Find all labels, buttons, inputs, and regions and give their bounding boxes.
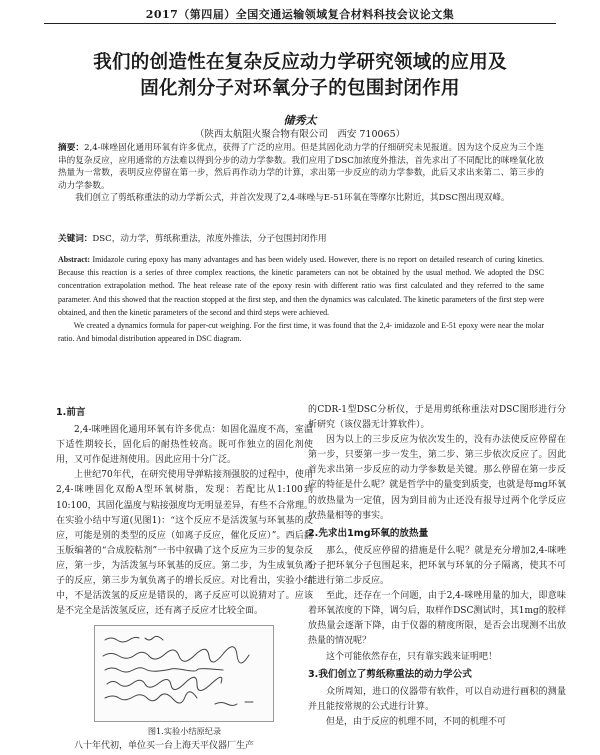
abstract-en-text2: We created a dynamics formula for paper-cut weighing. For the first time, it was found that the 2,4- imidazole and E-51 epoxy were near the molar ratio. And bimodal distribution appeared in DSC diagram. [58, 321, 544, 344]
section-heading-1: 1.前言 [56, 407, 86, 418]
paragraph: 众所周知，进口的仪器带有软件，可以自动进行画积的测量并且能按常规的公式进行计算。 [308, 686, 566, 712]
section-heading-2: 2.先求出1mg环氧的放热量 [308, 527, 429, 539]
keywords-cn [58, 232, 544, 244]
abstract-en-label: Abstract: [58, 255, 90, 264]
author-name: 储秀太 [283, 114, 317, 127]
figure-1-handwritten-note [94, 625, 274, 722]
section-heading-3: 3.我们创立了剪纸称重法的动力学公式 [308, 668, 472, 680]
running-header: 2017（第四届）全国交通运输领域复合材料科技会议论文集 [145, 8, 455, 21]
paragraph: 但是，由于反应的机理不同，不同的机理不可 [326, 716, 507, 727]
paragraph: 因为以上的三步反应为依次发生的，没有办法使反应停留在第一步，只要第一步一发生，第二步、第三步依次反应了。因此首先求出第一步反应的动力学参数是关键。那么停留在第一步反应的特征是什么呢？就是哲学中的量变到质变，也就是每mg环氧的放热量为一定值，因为到目前为止还没有报导过两个化学反应放热量相等的事实。 [308, 435, 566, 521]
body-column-right [308, 403, 566, 730]
keywords-cn-label: 关键词： [58, 234, 93, 244]
paragraph: 至此，还存在一个问题，由于2,4-咪唑用量的加大，即意味着环氧浓度的下降，调匀后，取样作DSC测试时，其1mg的胶样放热量会逐渐下降，由于仪器的精度所限，是否会出现测不出放热量的情况呢？ [308, 591, 566, 647]
paragraph: 这个可能依然存在，只有靠实践来证明吧！ [326, 651, 498, 662]
abstract-cn-text2: 我们创立了剪纸称重法的动力学新公式，并首次发现了2,4-咪唑与E-51环氧在等摩尔比附近，其DSC图出现双峰。 [75, 193, 510, 204]
paragraph: 的CDR-1型DSC分析仪，于是用剪纸称重法对DSC图形进行分析研究（该仪器无计算软件）。 [308, 405, 566, 431]
paragraph: 上世纪70年代，在研究使用导弹粘接剂强胶的过程中，使用2,4-咪唑固化双酚A型环氧树脂，发现：若配比从1:100到10:100，其固化温度与粘接强度均无明显差异，有些不合常理。在实验小结中写道(见图1)：“这个反应不是活泼氢与环氧基的反应，可能是别的类型的反应（如离子反应，催化反应）”。西后翻玉版编著的“合成胶粘剂”一书中叙确了这个反应为三步的复杂反应，第一步，为活泼氢与环氧基的反应。第二步，为生成氧负离子的反应，第三步为氧负离子的增长反应。对比看出，实验小结中，不是活泼氢的反应是错误的，离子反应可以说猜对了。应该是不完全是活泼氢反应，还有离子反应才比较全面。 [56, 470, 313, 617]
title-line-2: 固化剂分子对环氧分子的包围封闭作用 [140, 78, 460, 99]
paper-title [40, 50, 560, 102]
figure-1-caption: 图1.实验小结原纪录 [147, 726, 222, 737]
header-rule [44, 23, 556, 24]
paragraph: 那么，使反应停留的措施是什么呢？就是充分增加2,4-咪唑分子把环氧分子包围起来，把环氧与环氧的分子隔离，使其不可能进行第二步反应。 [308, 545, 566, 587]
abstract-cn [58, 142, 544, 205]
paragraph: 八十年代初，单位买一台上海天平仪器厂生产 [74, 741, 255, 752]
body-column-left [56, 403, 313, 755]
abstract-cn-text: 2,4-咪唑固化通用环氧有许多优点，获得了广泛的应用。但是其固化动力学的仔细研究未见报道。因为这个反应为三个连串的复杂反应，应用通常的方法难以得到分步的动力学参数。我们应用了DSC加浓度外推法，首先求出了不同配比的咪唑氧化放热量为一常数，表明反应停留在第一步，然后再作动力学的计算，求出第一步反应的动力学参数，此后又求出来第二、第三步的动力学参数。 [58, 143, 544, 191]
abstract-cn-label: 摘要： [58, 143, 85, 153]
handwriting-scribble-image [95, 626, 273, 721]
abstract-en [58, 253, 544, 345]
paragraph: 2,4-咪唑固化通用环氧有许多优点：如固化温度不高，室温下适性期较长，固化后的耐热性较高。既可作独立的固化剂使用，又可作促进剂使用。因此应用十分广泛。 [56, 425, 313, 466]
keywords-cn-text: DSC，动力学，剪纸称重法，浓度外推法，分子包围封闭作用 [92, 234, 327, 244]
title-line-1: 我们的创造性在复杂反应动力学研究领域的应用及 [93, 52, 507, 73]
affiliation: （陕西太航阻火聚合物有限公司 西安 710065） [194, 129, 406, 140]
abstract-en-text: Imidazole curing epoxy has many advantages and has been widely used. However, there is no report on detailed research of curing kinetics. Because this reaction is a series of three complex reactions, the kinetic parameters can not be obtained by the usual method. We adopted the DSC concentration extrapolation method. The heat release rate of the epoxy resin with different ratio was first calculated and they referred to the same parameter. And this showed that the reaction stopped at the first step, and then the dynamics was calculated. The kinetic parameters of the first step were obtained, and then the kinetic parameters of the second and third steps were achieved. [58, 255, 544, 317]
